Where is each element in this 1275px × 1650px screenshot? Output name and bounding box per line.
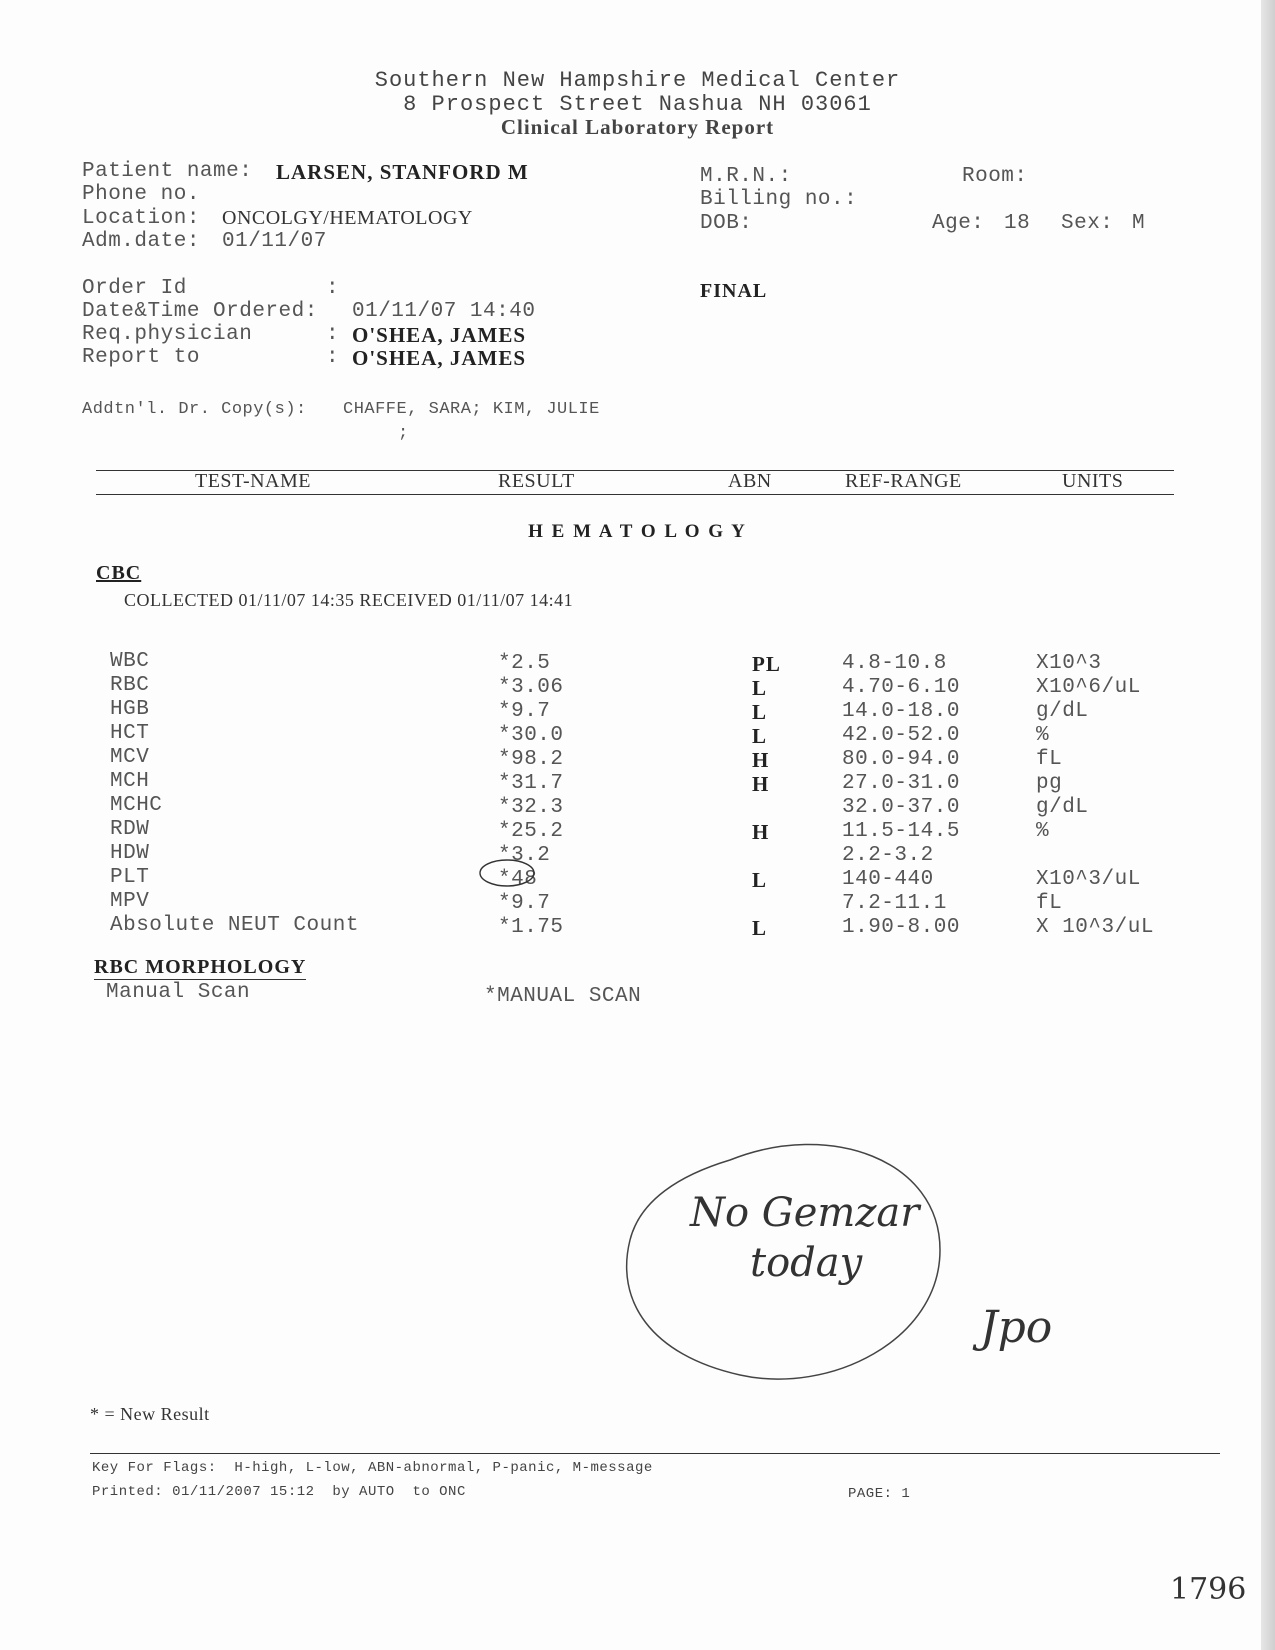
morphology-result: *MANUAL SCAN — [484, 985, 642, 1008]
report-to-label: Report to — [82, 346, 200, 369]
ref-range: 2.2-3.2 — [842, 844, 934, 867]
ref-range: 27.0-31.0 — [842, 772, 960, 795]
result-value: *9.7 — [498, 700, 551, 723]
mrn-label: M.R.N.: — [700, 165, 792, 188]
handwritten-page-number: 1796 — [1170, 1572, 1247, 1607]
dob-label: DOB: — [700, 212, 753, 235]
scan-edge — [1261, 0, 1275, 1650]
flags-key: Key For Flags: H-high, L-low, ABN-abnormal, P-panic, M-message — [92, 1460, 653, 1476]
test-name: HGB — [110, 698, 150, 721]
test-name: MCV — [110, 746, 150, 769]
morphology-name: Manual Scan — [106, 981, 251, 1004]
test-name: RBC — [110, 674, 150, 697]
ref-range: 4.8-10.8 — [842, 652, 947, 675]
ref-range: 1.90-8.00 — [842, 916, 960, 939]
test-name: MPV — [110, 890, 150, 913]
sex-label: Sex: — [1061, 212, 1114, 235]
req-physician-label: Req.physician — [82, 323, 253, 346]
order-id-colon: : — [326, 277, 340, 300]
units: X 10^3/uL — [1036, 916, 1154, 939]
institution-address: 8 Prospect Street Nashua NH 03061 — [403, 92, 872, 117]
result-value: *3.2 — [498, 844, 551, 867]
age-value: 18 — [1004, 212, 1031, 235]
ref-range: 32.0-37.0 — [842, 796, 960, 819]
report-to-colon: : — [326, 346, 340, 369]
room-label: Room: — [962, 165, 1028, 188]
header-rule-bottom — [96, 494, 1174, 495]
ref-range: 14.0-18.0 — [842, 700, 960, 723]
units: fL — [1036, 892, 1063, 915]
abn-flag: H — [752, 772, 770, 796]
abn-flag: H — [752, 748, 770, 772]
handwritten-note-line2: today — [750, 1240, 863, 1286]
result-value: *48 — [498, 868, 538, 891]
col-abn: ABN — [728, 470, 772, 492]
plt-circle-mark — [478, 857, 538, 889]
page-indicator: PAGE: 1 — [848, 1486, 911, 1502]
report-status: FINAL — [700, 280, 768, 302]
units: X10^3/uL — [1036, 868, 1141, 891]
test-name: HCT — [110, 722, 150, 745]
ref-range: 80.0-94.0 — [842, 748, 960, 771]
result-value: *98.2 — [498, 748, 564, 771]
result-value: *30.0 — [498, 724, 564, 747]
result-value: *32.3 — [498, 796, 564, 819]
ref-range: 7.2-11.1 — [842, 892, 947, 915]
col-ref-range: REF-RANGE — [845, 470, 962, 492]
location-value: ONCOLGY/HEMATOLOGY — [222, 207, 473, 229]
handwritten-initials: Jpo — [980, 1302, 1053, 1353]
abn-flag: L — [752, 676, 768, 700]
units: X10^6/uL — [1036, 676, 1141, 699]
cbc-collected: COLLECTED 01/11/07 14:35 RECEIVED 01/11/07 14:41 — [124, 590, 574, 610]
ordered-datetime: 01/11/07 14:40 — [352, 300, 536, 323]
units: % — [1036, 724, 1050, 747]
morphology-title: RBC MORPHOLOGY — [94, 956, 307, 978]
abn-flag: L — [752, 700, 768, 724]
abn-flag: L — [752, 868, 768, 892]
units: fL — [1036, 748, 1063, 771]
units: X10^3 — [1036, 652, 1102, 675]
test-name: WBC — [110, 650, 150, 673]
ref-range: 4.70-6.10 — [842, 676, 960, 699]
col-test-name: TEST-NAME — [195, 470, 311, 492]
report-to: O'SHEA, JAMES — [352, 346, 527, 370]
test-name: MCHC — [110, 794, 163, 817]
order-id-label: Order Id — [82, 277, 187, 300]
abn-flag: L — [752, 916, 768, 940]
addtl-copy-cont: ; — [398, 424, 409, 443]
units: pg — [1036, 772, 1063, 795]
location-label: Location: — [82, 207, 200, 230]
phone-label: Phone no. — [82, 183, 200, 206]
units: g/dL — [1036, 796, 1089, 819]
institution-name: Southern New Hampshire Medical Center — [374, 68, 901, 93]
addtl-copy-label: Addtn'l. Dr. Copy(s): — [82, 400, 307, 419]
addtl-copy: CHAFFE, SARA; KIM, JULIE — [343, 400, 600, 419]
result-value: *25.2 — [498, 820, 564, 843]
test-name: MCH — [110, 770, 150, 793]
test-name: RDW — [110, 818, 150, 841]
age-label: Age: — [932, 212, 985, 235]
result-value: *1.75 — [498, 916, 564, 939]
report-title: Clinical Laboratory Report — [500, 115, 775, 139]
col-result: RESULT — [498, 470, 575, 492]
abn-flag: PL — [752, 652, 781, 676]
ref-range: 140-440 — [842, 868, 934, 891]
footer-rule — [90, 1453, 1220, 1454]
ref-range: 42.0-52.0 — [842, 724, 960, 747]
billing-label: Billing no.: — [700, 188, 858, 211]
ordered-label: Date&Time Ordered: — [82, 300, 318, 323]
units: % — [1036, 820, 1050, 843]
handwritten-note-line1: No Gemzar — [690, 1190, 920, 1236]
test-name: PLT — [110, 866, 150, 889]
new-result-note: * = New Result — [90, 1404, 210, 1424]
printed-info: Printed: 01/11/2007 15:12 by AUTO to ONC — [92, 1484, 466, 1500]
req-colon: : — [326, 323, 340, 346]
result-value: *31.7 — [498, 772, 564, 795]
test-name: Absolute NEUT Count — [110, 914, 359, 937]
abn-flag: H — [752, 820, 770, 844]
section-title: H E M A T O L O G Y — [528, 521, 747, 542]
patient-name: LARSEN, STANFORD M — [276, 160, 529, 184]
result-value: *2.5 — [498, 652, 551, 675]
patient-name-label: Patient name: — [82, 160, 253, 183]
test-name: HDW — [110, 842, 150, 865]
result-value: *9.7 — [498, 892, 551, 915]
units: g/dL — [1036, 700, 1089, 723]
result-value: *3.06 — [498, 676, 564, 699]
col-units: UNITS — [1062, 470, 1124, 492]
cbc-title: CBC — [96, 562, 142, 584]
sex-value: M — [1132, 212, 1146, 235]
adm-date: 01/11/07 — [222, 230, 327, 253]
adm-date-label: Adm.date: — [82, 230, 200, 253]
abn-flag: L — [752, 724, 768, 748]
ref-range: 11.5-14.5 — [842, 820, 960, 843]
req-physician: O'SHEA, JAMES — [352, 323, 527, 347]
